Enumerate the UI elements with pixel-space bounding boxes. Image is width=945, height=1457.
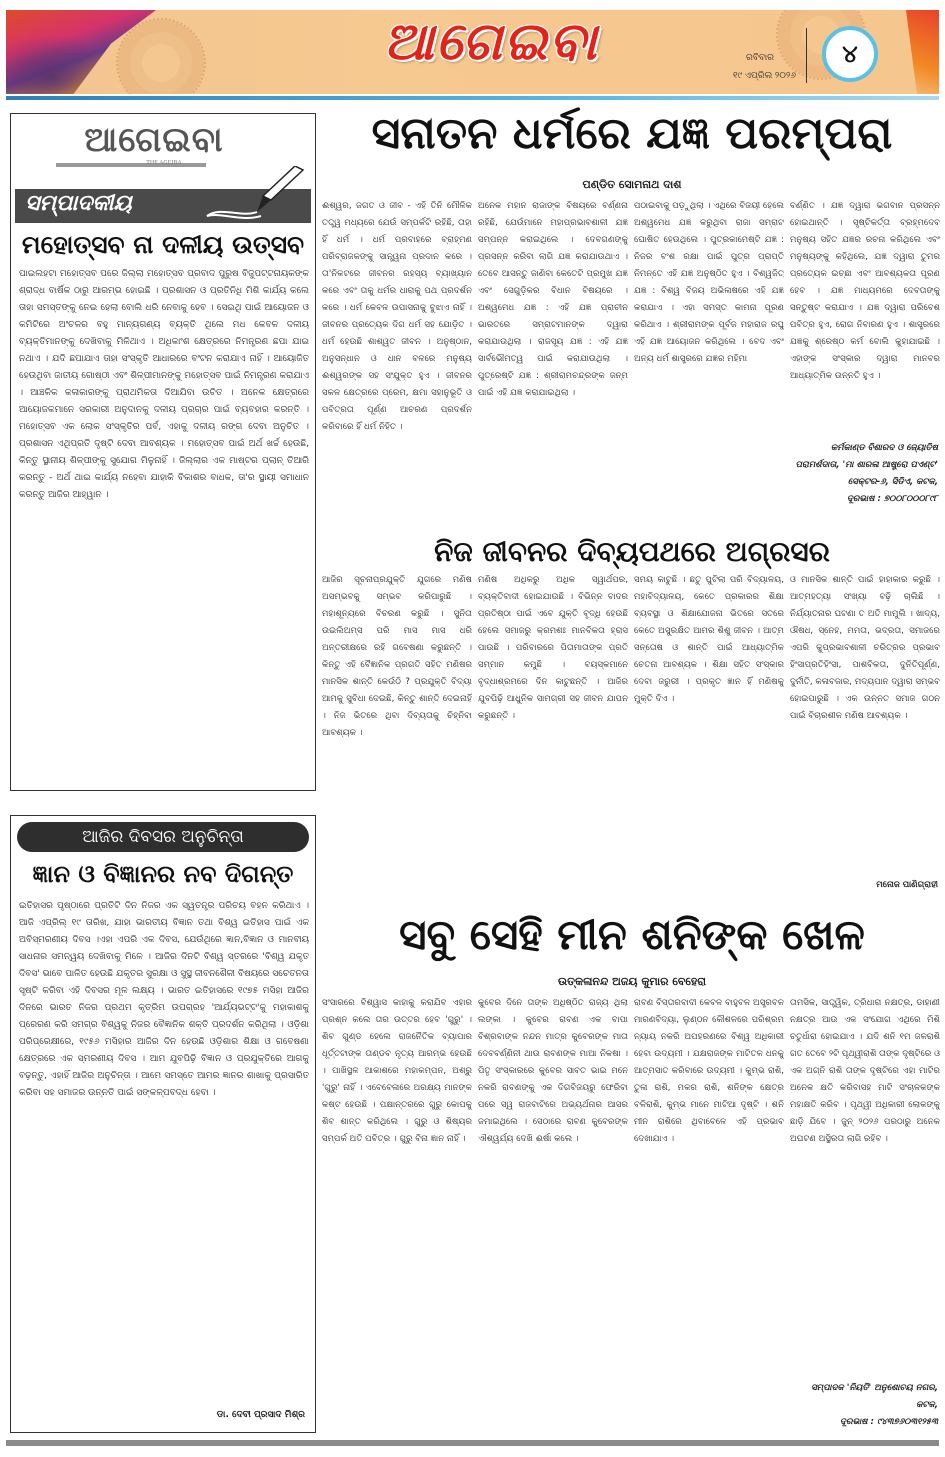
author-signature — [760, 440, 938, 508]
article-headline: ସବୁ ସେହି ମୀନ ଶନିଙ୍କ ଖେଳ — [399, 910, 865, 959]
article-headline: ନିଜ ଜୀବନର ଦିବ୍ୟପଥରେ ଅଗ୍ରସର — [434, 535, 830, 568]
logo-subtitle: THE AGEIBA — [146, 160, 182, 166]
editorial-logo: ଆଗେଇବା — [84, 120, 224, 160]
signature-line: ସେକ୍ଟର-୬, ସିଡିଏ, କଟକ, — [847, 477, 938, 487]
signature-line: ପରାମର୍ଶଦାତା, 'ମା ଶାରଳା ଆଷ୍ଟ୍ରୋ ପଏଣ୍ଟ' — [795, 460, 938, 470]
article-column: ମଣିଷ ଅଧିକରୁ ଅଧିକ ସ୍ୱାର୍ଥପର, ବ୍ୟକ୍ତିବାଦୀ ହୋଇଯାଉଛି । ବିଭିନ୍ନ ବାଦର ପ୍ରତିଷ୍ଠା ପାଇଁ ଏବେ ଯୁକ୍ତି ବୃଦ୍ଧି ହେଉଛି ହେଲେ ସମାଜରୁ କ୍ରମଶଃ ମାନବିକତା ହ୍ରାସ ପାଉଛି । ପରିବାରରେ ପିତାମାତାଙ୍କ ପ୍ରତି ସମ୍ମାନ କମୁଛି । ବୟସ୍କମାନେ ବୃଦ୍ଧାଶ୍ରମରେ ଦିନ କାଟୁଛନ୍ତି । ଆଜିର ଯୁବପିଢ଼ି ଆଧୁନିକ ସାମଗ୍ରୀ ସହ ଜୀବନ ଯାପନ କରୁଛନ୍ତି । — [478, 575, 628, 721]
article-column: ଓ ମାନସିକ ଶାନ୍ତି ପାଇଁ ହାହାକାର କରୁଛି । ଆତ୍ମହତ୍ୟା ସଂଖ୍ୟା ବଢ଼ି ଚାଲିଛି । ନିର୍ଯ୍ୟାତନାର ଘଟଣା ତ ଅତି ମାମୁଲି । ଖାଦ୍ୟ, ଔଷଧ, ସ୍ନେହ, ମମତା, ଭଦ୍ରତା, ସମାଜରେ ଏପରି କୁପ୍ରଭାବଶାଳୀ ଚରିତ୍ରର ପ୍ରଭାବ ହିଂସାପ୍ରତିହିଂସା, ପାଶବିକତା, ଦୁନିତିପୂର୍ଣ୍ଣ, ଦୁର୍ନୀତି, କଳାବଜାର, ମଦ୍ୟପାନ ଦ୍ୱାରା ସମ୍ଭବ ହୋଇପାରୁଛି । ଏକ ଉନ୍ନତ ସମାଜ ଗଠନ ପାଇଁ ବିଚାରଶୀଳ ମଣିଷ ଆବଶ୍ୟକ । — [790, 575, 940, 721]
footer-rule — [6, 1440, 939, 1446]
masthead — [6, 10, 939, 94]
article-column: ବର୍ଣ୍ଣିତ । ଯଜ୍ଞ ଦ୍ୱାରା ଭଗବାନ ପ୍ରସନ୍ନ ହୋଇଥାନ୍ତି । ସୃଷ୍ଟିକର୍ତ୍ତା ବ୍ରହ୍ମଦେବ ମନୁଷ୍ୟ ସହିତ ଯଜ୍ଞର ରଚନା କରିଥିଲେ ଏବଂ ମନୁଷ୍ୟଙ୍କୁ କହିଥିଲେ, ଯଜ୍ଞ ଦ୍ୱାରା ତୁମର ପ୍ରତ୍ୟେକ ଇଚ୍ଛା ଏବଂ ଆବଶ୍ୟକତା ପୂରଣ ହେବ । ଯଜ୍ଞ ମାଧ୍ୟମରେ ଦେବତାଙ୍କୁ ସନ୍ତୁଷ୍ଟ କରାଯାଏ । ଯଜ୍ଞ ଦ୍ୱାରା ପରିବେଶ ପବିତ୍ର ହୁଏ, ରୋଗ ନିବାରଣ ହୁଏ । ଶାସ୍ତ୍ରରେ ଯଜ୍ଞକୁ ଶ୍ରେଷ୍ଠ କର୍ମ ବୋଲି କୁହାଯାଇଛି । ଏହାଙ୍କ ସଂସ୍କାର ଦ୍ୱାରା ମାନବର ଆଧ୍ୟାତ୍ମିକ ଉନ୍ନତି ହୁଏ । — [790, 201, 940, 381]
signature-phone: ଦୂରଭାଷ : ୭୦୦୮୦୦୦୮୯୮ — [846, 494, 938, 504]
signature-line: କଟକ, — [916, 1400, 938, 1410]
divider — [806, 28, 807, 83]
author-signature — [780, 1380, 938, 1431]
page-number-badge: ୪ — [822, 26, 878, 82]
editorial-headline: ମହୋତ୍ସବ ନା ଦଳୀୟ ଉତ୍ସବ — [21, 230, 305, 259]
article-column: ସମୟ କାଟୁଛି । ଛତୁ ପୁଟିଲା ପରି ବିଦ୍ୟାଳୟ, ମହାବିଦ୍ୟାଳୟ, କେତେ ପ୍ରକାରର ଶିକ୍ଷା ବ୍ୟବସ୍ଥା ଓ ଶିକ୍ଷାଯୋଜନା ଭିତରେ ସତରେ କେତେ ଅସୁରକ୍ଷିତ ଆମର ଶିଶୁ ଜୀବନ । ଆତ୍ମ ସନ୍ତୋଷ ଓ ଶାନ୍ତି ପାଇଁ ଆଧ୍ୟାତ୍ମିକ ଚେତନା ଆବଶ୍ୟକ । ଶିକ୍ଷା ସହିତ ସଂସ୍କାର ଦେବା ଜରୁରୀ । ପ୍ରକୃତ ଜ୍ଞାନ ହିଁ ମଣିଷକୁ ମୁକ୍ତି ଦିଏ । — [634, 575, 784, 704]
decorative-swirl-right — [884, 10, 939, 94]
author-signature: ମନୋଜ ପାଣିଗ୍ରାହୀ — [876, 880, 938, 890]
article-byline: ପଣ୍ଡିତ ସୋମନାଥ ଦାଶ — [582, 178, 682, 191]
daily-thought-box — [10, 815, 316, 1433]
article-column: ପଠାଇବାକୁ ପଡ଼ୁଥିଲା । ଏଥିରେ ବିଜୟୀ ହେଲେ ଅଶ୍ୱମେଧ ଯଜ୍ଞ କରୁଥିବା ରାଜା ସମ୍ରାଟ ଘୋଷିତ ହେଉଥିଲେ । ପୁତ୍ରକାମେଷ୍ଟି ଯଜ୍ଞ : ନିଜର ବଂଶ ରକ୍ଷା ପାଇଁ ପୁତ୍ର ପ୍ରାପ୍ତି ନିମନ୍ତେ ଏହି ଯଜ୍ଞ ଅନୁଷ୍ଠିତ ହୁଏ । ବିଶ୍ୱଜିତ୍ ଯଜ୍ଞ : ବିଶ୍ୱ ବିଜୟ ଅଭିଳାଷରେ ଏହି ଯଜ୍ଞ କରାଯାଏ । ଏହା ସମସ୍ତ କାମନା ପୂରଣ କରିଥାଏ । ଶ୍ରୀରାମଙ୍କ ପୂର୍ବଜ ମହାରାଜ ରଘୁ ଏହି ଯଜ୍ଞ ଆୟୋଜନ କରିଥିଲେ । ବେଦ ଏବଂ ଅନ୍ୟ ଧର୍ମ ଶାସ୍ତ୍ରରେ ଯଜ୍ଞର ମହିମା — [634, 201, 784, 364]
pen-nib-icon — [201, 166, 311, 224]
author-name: ଡା. ଦେବୀ ପ୍ରସାଦ ମିଶ୍ର — [216, 1410, 305, 1420]
section-label: ଆଜିର ଦିବସର ଅନୁଚିନ୍ତା — [17, 822, 309, 852]
article-column: କୁବେର ଦିନେ ତାଙ୍କ ଅଧିଷ୍ଠିତ ରାଜ୍ୟ ଥିଲା ଲଙ୍କା । କୁବେର ରାବଣ ଏକ ବାପା ବିଶ୍ରବାଙ୍କ ନନ୍ଦନ ମାତ୍ର କୁବେରଙ୍କ ମାତା ଦେବବର୍ଣ୍ଣିନୀ ଥାଉ ରାବଣଙ୍କ ମାଆ ନିକଷା । ପିତୃ ସଂସ୍କାରରେ କୁବେର ସାବତ ଭାଇ ମନେ ନକରି ରାବଣଙ୍କୁ ଏକ ଦିଗବିଜୟରୁ ଫେରିବା ପରେ ସ୍ୱ ରାଜବାଟିରେ ଅଭ୍ୟର୍ଥନାର ଆସର ଜମାଇଥିଲେ । ସେଠାରେ ରାବଣ କୁବେରଙ୍କ ଐଶ୍ୱର୍ଯ୍ୟ ଦେଖି ଈର୍ଷା କଲେ । — [478, 998, 628, 1144]
issue-date: ୧୯ ଏପ୍ରିଲ ୨୦୨୬ — [732, 70, 796, 80]
daily-thought-headline: ଜ୍ଞାନ ଓ ବିଜ୍ଞାନର ନବ ଦିଗନ୍ତ — [32, 860, 294, 888]
issue-day: ରବିବାର — [746, 52, 774, 62]
signature-phone: ଦୂରଭାଷ : ୯୪୩୭୬୦୩୧୨୫୩ — [840, 1417, 938, 1427]
article-column: ଆଜିର ସୂଚନାପ୍ରଯୁକ୍ତି ଯୁଗରେ ମଣିଷ ଅସମ୍ଭବକୁ ସମ୍ଭବ କରିପାରୁଛି । ମହାଶୂନ୍ୟରେ ବିଚରଣ କରୁଛି । ସୁନିତା ଉଇଲିଅମ୍ସ ପରି ମାସ ମାସ ଧରି ଅନ୍ତରୀକ୍ଷରେ ରହି ଗବେଷଣା କରୁଛନ୍ତି । କିନ୍ତୁ ଏହି ବୈଜ୍ଞାନିକ ପ୍ରଗତି ସହିତ ମଣିଷର ମାନସିକ ଶାନ୍ତି କେଉଁଠି ? ପ୍ରଯୁକ୍ତି ବିଦ୍ୟା ଆମକୁ ସୁବିଧା ଦେଇଛି, କିନ୍ତୁ ଶାନ୍ତି ଦେଇନାହିଁ । ନିଜ ଭିତରେ ଥିବା ଦିବ୍ୟତାକୁ ଚିହ୍ନିବା ଆବଶ୍ୟକ । — [322, 575, 472, 738]
editorial-body: ପାଇଲହଟା ମହୋତ୍ସବ ପରେ ଜିଲ୍ଲା ମହୋତ୍ସବ ପ୍ରବାଦ ପୁରୁଷ ବିଜୁପଟ୍ଟନାୟକଙ୍କ ଶ୍ରାଦ୍ଧ ବାର୍ଷିକ ଠାରୁ ଆରମ୍ଭ ହୋଇଛି । ପ୍ରଶାସନ ଓ ପ୍ରତିନିଧି ମିଶି କାର୍ଯ୍ୟ କଲେ ତାହା ସମସ୍ତଙ୍କୁ ନେଇ ହେଲା ବୋଲି ଧରି ନେବାକୁ ହେବ । ସେଇଥି ପାଇଁ ଆୟୋଜନ ଓ କମିଟିରେ ଅଂଚଳର ବହୁ ମାନ୍ୟଗଣ୍ୟ ବ୍ୟକ୍ତି ଥିଲେ ମଧ କେବଳ ଦଳୀୟ ବ୍ୟକ୍ତିମାନଙ୍କୁ ଦେଖିବାକୁ ମିଳିଥାଏ । ଅଧିକାଂଶ କ୍ଷେତ୍ରରେ ନିମନ୍ତ୍ରଣ ଛପା ଯାଇ ନଥାଏ । ଯଦି ଛପାଯାଏ ତାହା ସଂସ୍କୃତି ଆଧାରରେ ବଂଟନ କରାଯାଏ ନାହିଁ । ଆୟୋଜିତ ହେଉଥିବା ଜାତୀୟ ଗୋଷ୍ଠୀ ଏବଂ ଶିଳ୍ପୀମାନଙ୍କୁ ମହୋତ୍ସବ ପାଇଁ ନିମନ୍ତ୍ରଣ କରାଯାଏ । ଆଞ୍ଚଳିକ କଳାକାରଙ୍କୁ ପ୍ରାଥମିକତା ଦିଆଯିବା ଉଚିତ । ଅନେକ କ୍ଷେତ୍ରରେ ଆୟୋଜକମାନେ ସରକାରୀ ଅନୁଦାନକୁ ଦଳୀୟ ପ୍ରଚାର ପାଇଁ ବ୍ୟବହାର କରନ୍ତି । ମହୋତ୍ସବ ଏକ ଲୋକ ସଂସ୍କୃତିର ପର୍ବ, ଏହାକୁ ଦଳୀୟ ରଙ୍ଗ ଦେବା ଅନୁଚିତ । ପ୍ରଶାସନ ଏଥିପ୍ରତି ଦୃଷ୍ଟି ଦେବା ଆବଶ୍ୟକ । ମହୋତ୍ସବ ପାଇଁ ଅର୍ଥ ଖର୍ଚ୍ଚ ହେଉଛି, କିନ୍ତୁ ସ୍ଥାନୀୟ ଶିଳ୍ପୀଙ୍କୁ ସୁଯୋଗ ମିଳୁନାହିଁ । ଜିଲ୍ଲାର ଏକ ମାଷ୍ଟର ପ୍ଲାନ୍ ତିଆରି କରନ୍ତୁ - ଅର୍ଥ ଥାଇ କାର୍ଯ୍ୟ ନହେବା ଯାହାକି ବିକାଶର ବାଧକ, ତା'ର ସ୍ଥାୟୀ ସମାଧାନ କରନ୍ତୁ ଆଜିର ଆହ୍ୱାନ । — [19, 269, 309, 500]
decorative-mandala — [116, 18, 206, 94]
article-column: ତାମସିକ, ସାତ୍ତ୍ୱିକ, ତ୍ରିଧାରା ନକ୍ଷତ୍ର, ଡାହାଣୀ ନକ୍ଷତ୍ର ଆଉ ଏକ ସଂଯୋଗ ଏଥିରେ ମିଶି ଚତୁର୍ଧାରା ହୋଇଯାଏ । ଯଦି ଶନି ୧ମ ଜଳରାଶି ଗତ ତେବେ ୨ଟି ପୃଥ୍ୱୀରାଶି ତାଙ୍କ ଦୃଷ୍ଟିରେ ଓ ଏକ ଅଗ୍ନି ରାଶି ତାଙ୍କ ଦୃଷ୍ଟିରେ ଏହା ମାଟିର ଅନେକ କ୍ଷତି କରିବାସହ ମାଟି ସଂଚାଳକଙ୍କ ମହାକ୍ଷତି କରିବ । ପୃଥ୍ୱୀ ଅଧିକାରୀ ଲୋକଙ୍କୁ ଛାଡ଼ି ଯିବେ । ଜୁନ୍ ୨୦୨୬ ପରଠାରୁ ଅନେକ ଅଘଟଣ ଅସ୍ଥିରତା ଲାଗି ରହିବ । — [790, 998, 940, 1144]
signature-line: କର୍ମକାଣ୍ଡ ବିଶାରଦ ଓ ଜ୍ୟୋତିଷ — [830, 443, 938, 453]
editorial-box — [10, 113, 316, 791]
article-headline: ସନାତନ ଧର୍ମରେ ଯଜ୍ଞ ପରମ୍ପରା — [371, 108, 893, 159]
daily-thought-body: ଇତିହାସର ପୃଷ୍ଠାରେ ପ୍ରତିଟି ଦିନ ନିଜର ଏକ ସ୍ୱତନ୍ତ୍ର ପରିଚୟ ବହନ କରିଥାଏ ।ଆଜି ଏପ୍ରିଲ୍ ୧୯ ତାରିଖ, ଯାହା ଭାରତୀୟ ବିଜ୍ଞାନ ତଥା ବିଶ୍ୱ ଇତିହାସ ପାଇଁ ଏକ ଅବିସ୍ମରଣୀୟ ଦିବସ ।ଏହା ଏପରି ଏକ ଦିବସ, ଯେଉଁଥିରେ ଜ୍ଞାନ,ବିଜ୍ଞାନ ଓ ମାନବୀୟ ସାଧନାର ସମନ୍ୱୟ ଦେଖିବାକୁ ମିଳେ । ଆଜିର ଦିନଟି ବିଶ୍ୱ ସ୍ତରରେ 'ବିଶ୍ୱ ଯକୃତ ଦିବସ' ଭାବେ ପାଳିତ ହେଉଛି ଯକୃତର ସୁରକ୍ଷା ଓ ସୁସ୍ଥ ଜୀବନଶୈଳୀ ବିଷୟରେ ସଚେତନତା ସୃଷ୍ଟି କରିବା ଏହି ଦିବସର ମୂଳ ଲକ୍ଷ୍ୟ । ଭାରତ ଇତିହାସରେ ୧୯୭୫ ମସିହା ଆଜିର ଦିନରେ ଭାରତ ନିଜର ପ୍ରଥମ କୃତ୍ରିମ ଉପଗ୍ରହ 'ଆର୍ଯ୍ୟଭଟ୍ଟ'କୁ ମହାକାଶକୁ ପ୍ରେରଣ କରି ସମଗ୍ର ବିଶ୍ୱକୁ ନିଜର ବୈଜ୍ଞାନିକ ଶକ୍ତି ପ୍ରଦର୍ଶନ କରିଥିଲା । ଓଡ଼ିଶା ପରିପ୍ରେକ୍ଷୀରେ, ୧୯୫୬ ମସିହାର ଆଜିର ଦିନ ହେଉଛି ଓଡ଼ିଶାର ଶିକ୍ଷା ଓ ଗବେଷଣା କ୍ଷେତ୍ରରେ ଏକ ସ୍ମରଣୀୟ ଦିବସ । ଆମ ଯୁବପିଢ଼ି ବିଜ୍ଞାନ ଓ ପ୍ରଯୁକ୍ତିରେ ଆଗକୁ ବଢ଼ନ୍ତୁ, ଏହାହିଁ ଆଜିର ଅନୁଚିନ୍ତା । ଆମେ ସମସ୍ତେ ଆମର ଜ୍ଞାନର ଶାଖାକୁ ପ୍ରସାରିତ କରିବା ସହ ସମାଜର ଉନ୍ନତି ପାଇଁ ସଙ୍କଳ୍ପବଦ୍ଧ ହେବା । — [19, 901, 309, 1098]
signature-line: ସମ୍ପାଦକ 'ନିୟତି' ଅନୁଶୋଚୟ ନଗର, — [811, 1383, 938, 1393]
article-column: ସଂସାରରେ ବିଶ୍ୱାସ କାହାକୁ କରାଯିବ ଏହାର ପ୍ରଶ୍ନ କଲେ ତାର ଉତ୍ତର ହେବ 'ଗୁରୁ' । ଶିବ ଗୁଣ୍ଡ ହେଲେ ରାଜନୈତିକ ବ୍ୟାପାର ଧୂର୍ତ୍ତଟାଙ୍କ ତାଣ୍ଡବ ନୃତ୍ୟ ଆରମ୍ଭ ହେଉଛି । ପାଖିସ୍ଥଳ ଆକାଶରେ ମହାକମ୍ପନ, ଅଶ୍ରୁ 'ଗୁରୁ' ନାହିଁ । ଏବେବେଳାରେ ଅରକ୍ଷ୍ୟ ମାନଙ୍କ କଷ୍ଟ ହେଉଛି । ପକ୍ଷାନ୍ତରରେ ଗୁରୁ କୋପକୁ ଶିବ ଶାନ୍ତ କରିଥିଲେ । ଗୁରୁ ଓ ଶିଷ୍ୟର ସମ୍ପର୍କ ଅତି ପବିତ୍ର । ଗୁରୁ ବିନା ଜ୍ଞାନ ନାହିଁ । — [322, 998, 472, 1144]
newspaper-title: ଆଗେଇବା — [383, 12, 599, 72]
article-column: ଈଶ୍ୱର, ଜଗତ ଓ ଜୀବ - ଏହି ତିନି ମୌଳିକ ତତ୍ତ୍ୱ ମଧ୍ୟରେ ଯେଉଁ ସମ୍ପର୍କଟି ରହିଛି, ତାହା ହିଁ ଧର୍ମ । ଧର୍ମ ପ୍ରବାହରେ ବ୍ରାହ୍ମଣ ପରିବ୍ରାଜକଙ୍କୁ ସାନ୍ତ୍ୱନା ପ୍ରଦାନ କରେ । ତା'ନିକଟରେ ଜୀବନର ରହସ୍ୟ ବ୍ୟାଖ୍ୟାନ କରେ ଏବଂ ତାକୁ ଧର୍ମର ଧାରାକୁ ପଥ ପ୍ରଦର୍ଶନ କରେ । ଧର୍ମ କେବଳ ଉପାସନାକୁ ବୁଝାଏ ନାହିଁ । ଜୀବନର ପ୍ରତ୍ୟେକ ଦିଗ ଧର୍ମ ସହ ଯୋଡ଼ିତ । ଧର୍ମ ହେଉଛି ଶାଶ୍ୱତ ଜୀବନ । ଅନୁଷ୍ଠାନ, ଅନୁସନ୍ଧାନ ଓ ଧାନ ବଳରେ ମନୁଷ୍ୟ ଈଶ୍ୱରଙ୍କ ସହ ସଂଯୁକ୍ତ ହୁଏ । ଜୀବନର ସକଳ କ୍ଷେତ୍ରରେ ପ୍ରେମ, କ୍ଷମା ସହାନୁଭୂତି ଓ ପବିତ୍ରତା ପୂର୍ଣ୍ଣ ଆଚରଣ ପ୍ରଦର୍ଶନ କରିବାରେ ହିଁ ଧର୍ମ ନିହିତ । — [322, 201, 472, 432]
article-column: ଅନେକ ମହାନ ରାଜାଙ୍କ ବିଷୟରେ ବର୍ଣ୍ଣନା ରହିଛି, ଯେଉଁମାନେ ମହାପ୍ରଭାବଶାଳୀ ଯଜ୍ଞ ସମ୍ପନ୍ନ କରାଇଥିଲେ । ଦେବଗଣଙ୍କୁ ପ୍ରସନ୍ନ କରିବା ଲାଗି ଯଜ୍ଞ କରାଯାଉଥାଏ । ତେବେ ଆସନ୍ତୁ ଜାଣିବା କେତେଟି ପ୍ରମୁଖ ଯଜ୍ଞ ଏବଂ ସେଗୁଡ଼ିକର ବିଧାନ ବିଷୟରେ । ଅଶ୍ୱମେଧ ଯଜ୍ଞ : ଏହି ଯଜ୍ଞ ପ୍ରାଚୀନ ଭାରତରେ ସମ୍ରାଟମାନଙ୍କ ଦ୍ୱାରା କରାଯାଉଥିଲା । ରାଜସୂୟ ଯଜ୍ଞ : ଏହି ଯଜ୍ଞ ସାର୍ବଭୌମତ୍ୱ ପାଇଁ କରାଯାଉଥିଲା । ପୁତ୍ରେଷ୍ଟି ଯଜ୍ଞ : ଶ୍ରୀରାମଚନ୍ଦ୍ରଙ୍କ ଜନ୍ମ ପାଇଁ ଏହି ଯଜ୍ଞ କରାଯାଇଥିଲା । — [478, 201, 628, 398]
article-byline: ଉତ୍କଳାନନ୍ଦ ଅଜୟ କୁମାର ବେହେରା — [557, 975, 707, 988]
article-column: ରାବଣ ବିସ୍ତାରବାଦୀ କେବଳ ବାହୁବଳ ଅସ୍ତ୍ରବଳ ମାରଣବିଦ୍ୟା, ଲୁଣ୍ଠନ କୌଶଳରେ ପରିଶ୍ରମ ନ୍ୟାୟ ନକରି ଅପହରଣରେ ବିଶ୍ୱ ଅଧିକାରୀ ହେବା ଉଦ୍ୟମୀ । ଯକ୍ଷରାଜଙ୍କ ମାଟିତଳ ଧନକୁ ଆତ୍ମସାତ କରିବାରେ ଉଦ୍ୟମୀ । କୁମ୍ଭ ରାଶି, ତୁଳା ରାଶି, ମକର ରାଶି, ଶନିଙ୍କ କ୍ଷେତ୍ର ବଳିରାଶି, କୁମ୍ଭ ମାନେ ମାଟିଆ ଦୃଷ୍ଟି । ଶନି ମୀନ ରାଶିରେ ଥିବାବେଳେ ଏହି ପ୍ରଭାବ ଦେଖାଯାଏ । — [634, 998, 784, 1144]
section-label: ସମ୍ପାଦକୀୟ — [25, 191, 132, 216]
masthead-rule — [6, 96, 939, 100]
